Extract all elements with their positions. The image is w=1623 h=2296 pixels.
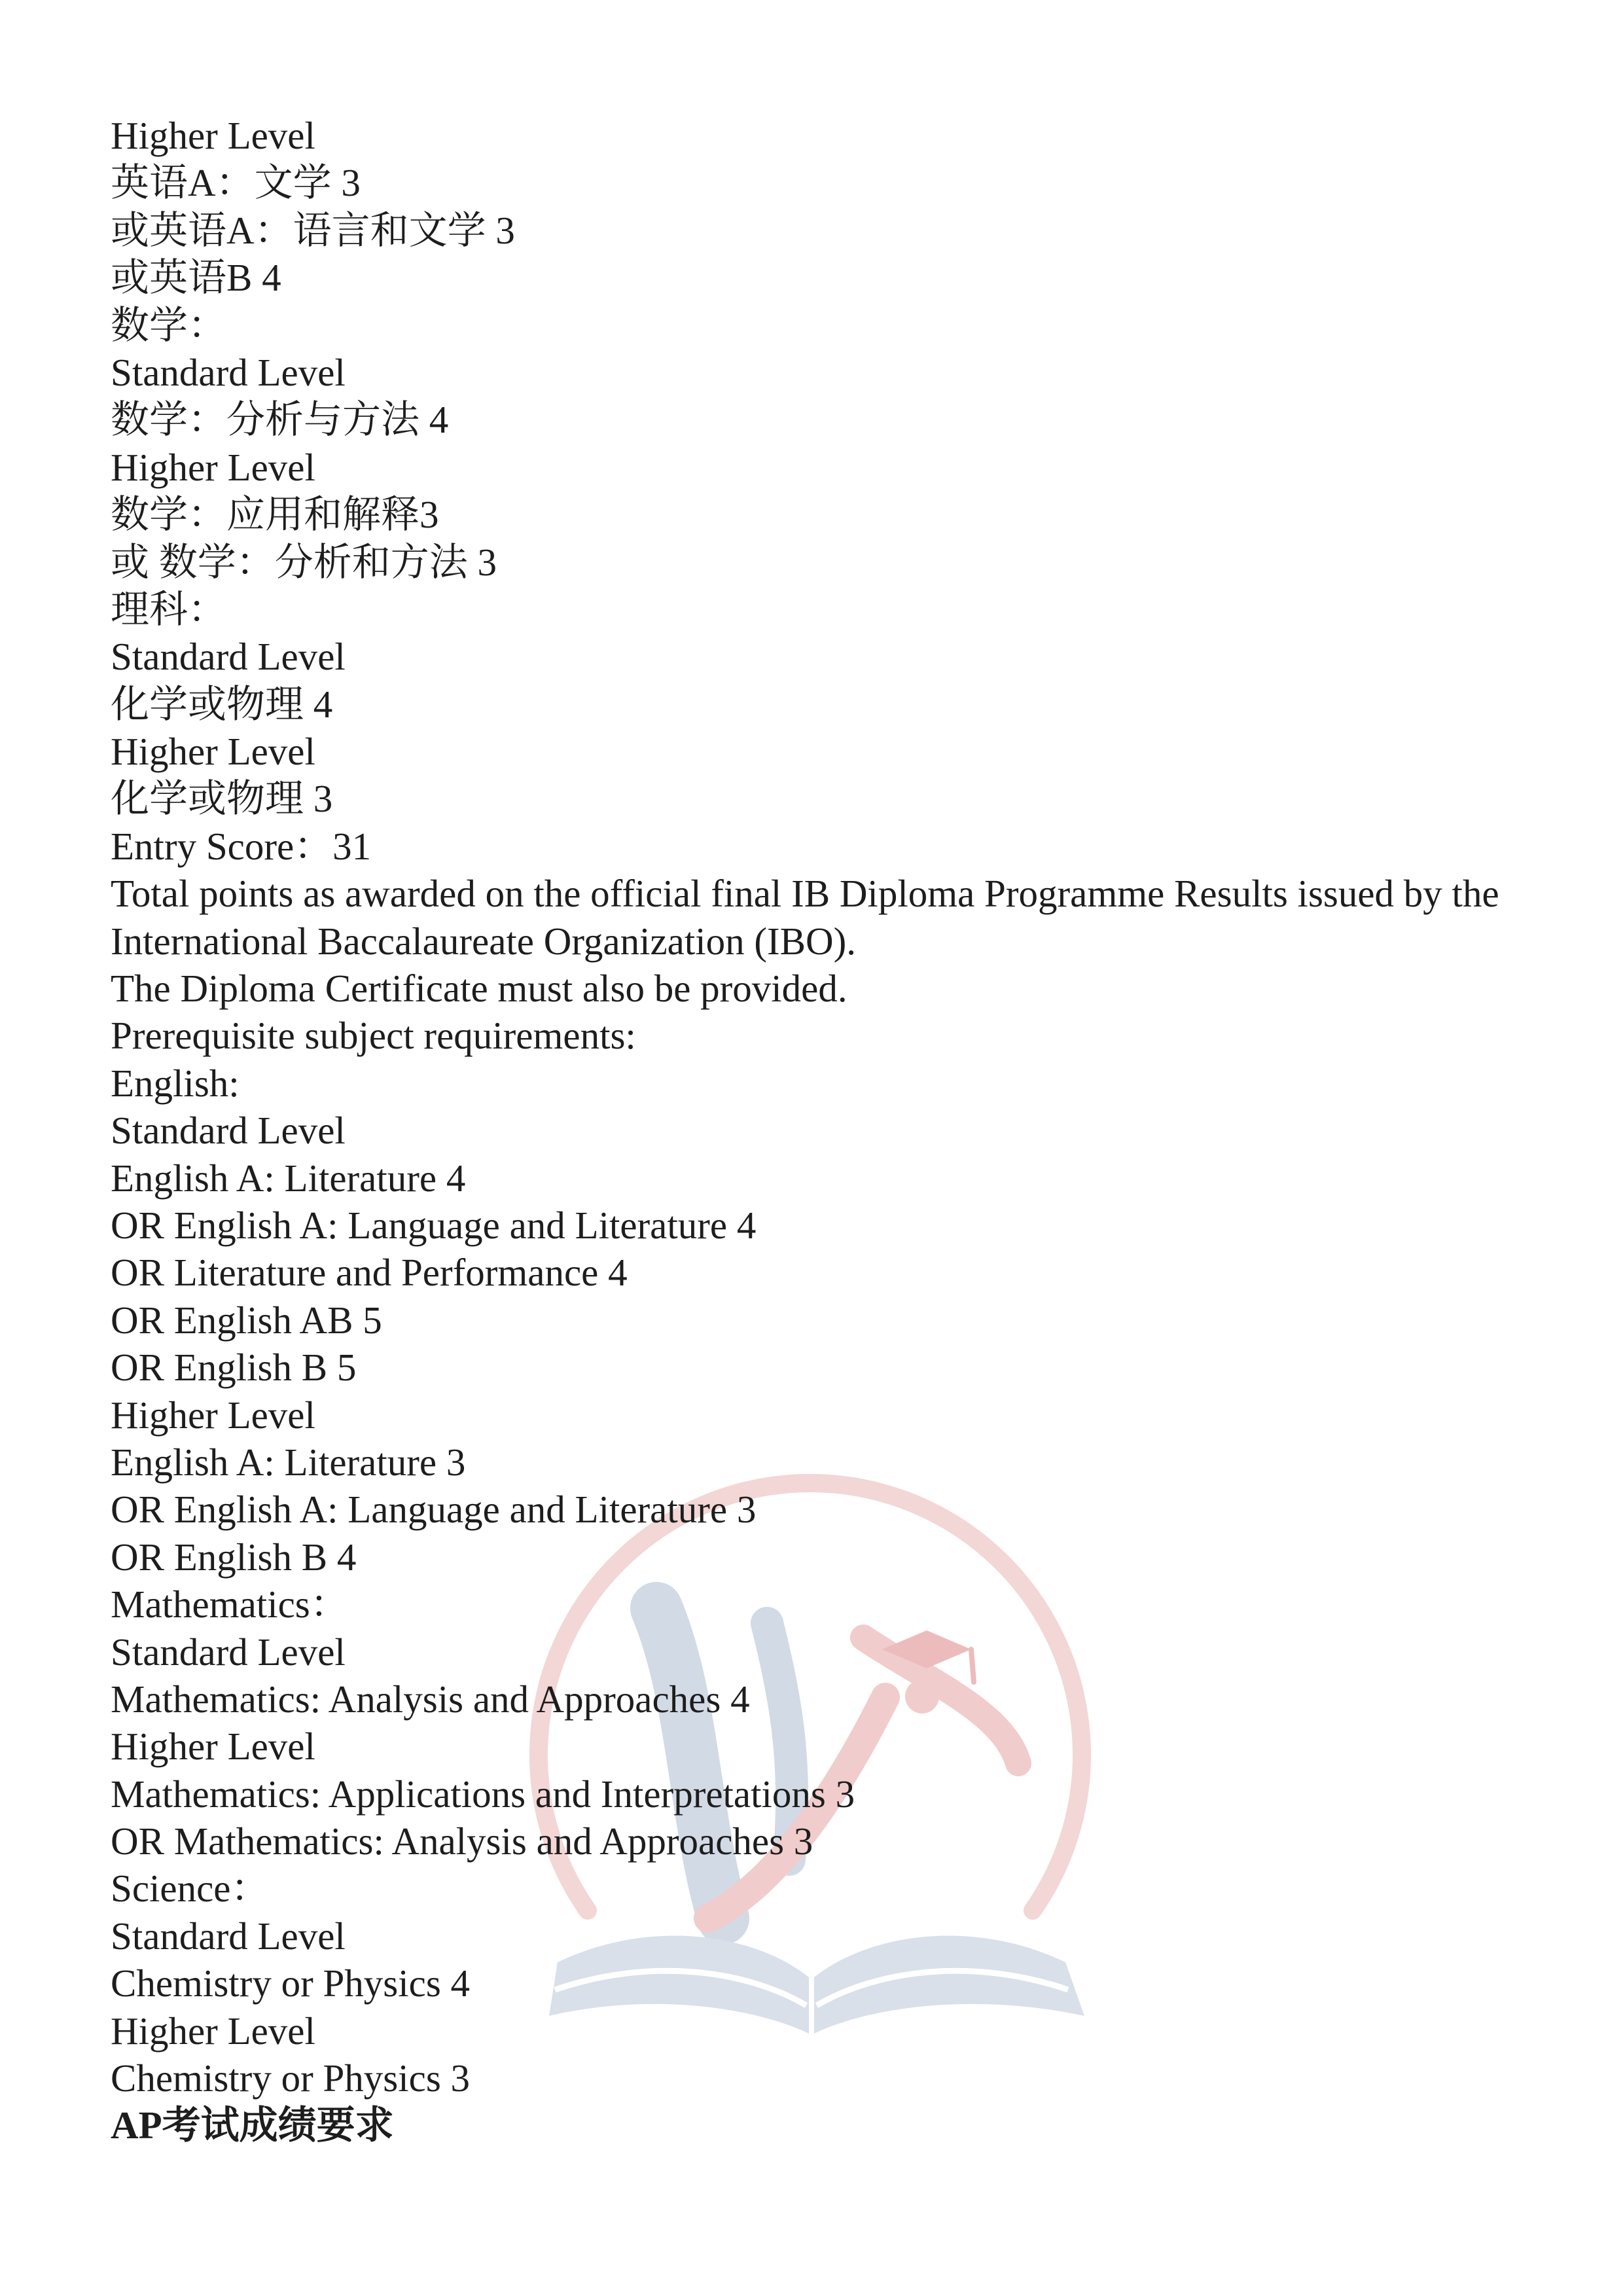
prerequisite-heading: Prerequisite subject requirements:	[111, 1014, 636, 1058]
level-label: Higher Level	[111, 2009, 315, 2053]
subject-heading: Mathematics：	[111, 1583, 349, 1626]
requirement-item: 或英语A：语言和文学 3	[111, 208, 515, 252]
document-body	[111, 112, 1583, 2149]
requirement-item: Chemistry or Physics 3	[111, 2056, 471, 2100]
level-label: Higher Level	[111, 1725, 315, 1768]
requirement-item: OR English A: Language and Literature 3	[111, 1488, 757, 1532]
level-label: Higher Level	[111, 445, 315, 489]
diploma-certificate-note: The Diploma Certificate must also be provided.	[111, 967, 847, 1011]
level-label: Standard Level	[111, 1630, 346, 1674]
level-label: Standard Level	[111, 635, 346, 679]
ap-requirements	[111, 2102, 1583, 2149]
requirement-item: 化学或物理 3	[111, 777, 333, 821]
ib-requirements-english	[111, 823, 1583, 2102]
level-label: Higher Level	[111, 114, 315, 157]
entry-score	[111, 823, 1583, 870]
level-label: Standard Level	[111, 1109, 346, 1153]
subject-heading: Science：	[111, 1867, 270, 1910]
requirement-item: OR Literature and Performance 4	[111, 1251, 628, 1295]
requirement-item: Chemistry or Physics 4	[111, 1962, 471, 2005]
requirement-item: OR Mathematics: Analysis and Approaches 3	[111, 1820, 813, 1863]
requirement-item: Mathematics: Applications and Interpretations 3	[111, 1772, 855, 1816]
requirement-item: Mathematics: Analysis and Approaches 4	[111, 1677, 750, 1721]
level-label: Standard Level	[111, 350, 346, 394]
requirement-item: 数学：应用和解释3	[111, 493, 439, 537]
requirement-item: English A: Literature 3	[111, 1440, 466, 1484]
requirement-item: 化学或物理 4	[111, 682, 333, 726]
requirement-item: 数学：分析与方法 4	[111, 398, 449, 442]
level-label: Higher Level	[111, 730, 315, 774]
requirement-item: English A: Literature 4	[111, 1156, 466, 1200]
entry-score-label: Entry Score：	[111, 824, 333, 868]
level-label: Higher Level	[111, 1393, 315, 1437]
requirement-item: OR English B 5	[111, 1346, 357, 1390]
requirement-item: OR English B 4	[111, 1535, 357, 1579]
entry-score-value: 31	[332, 824, 372, 868]
level-label: Standard Level	[111, 1914, 346, 1958]
section-heading: AP考试成绩要求	[111, 2104, 394, 2147]
requirement-item: OR English A: Language and Literature 4	[111, 1204, 757, 1247]
requirement-item: 或英语B 4	[111, 256, 281, 300]
subject-heading: 理科：	[111, 587, 227, 631]
requirement-item: 英语A：文学 3	[111, 161, 361, 205]
ib-requirements-chinese	[111, 112, 1583, 823]
requirement-item: 或 数学：分析和方法 3	[111, 540, 497, 584]
subject-heading: English:	[111, 1061, 240, 1105]
ib-results-note: Total points as awarded on the official final IB Diploma Programme Results issued by the International Baccalaureate Organization (IBO).	[111, 872, 1499, 963]
requirement-item: OR English AB 5	[111, 1298, 382, 1342]
subject-heading: 数学：	[111, 303, 227, 347]
